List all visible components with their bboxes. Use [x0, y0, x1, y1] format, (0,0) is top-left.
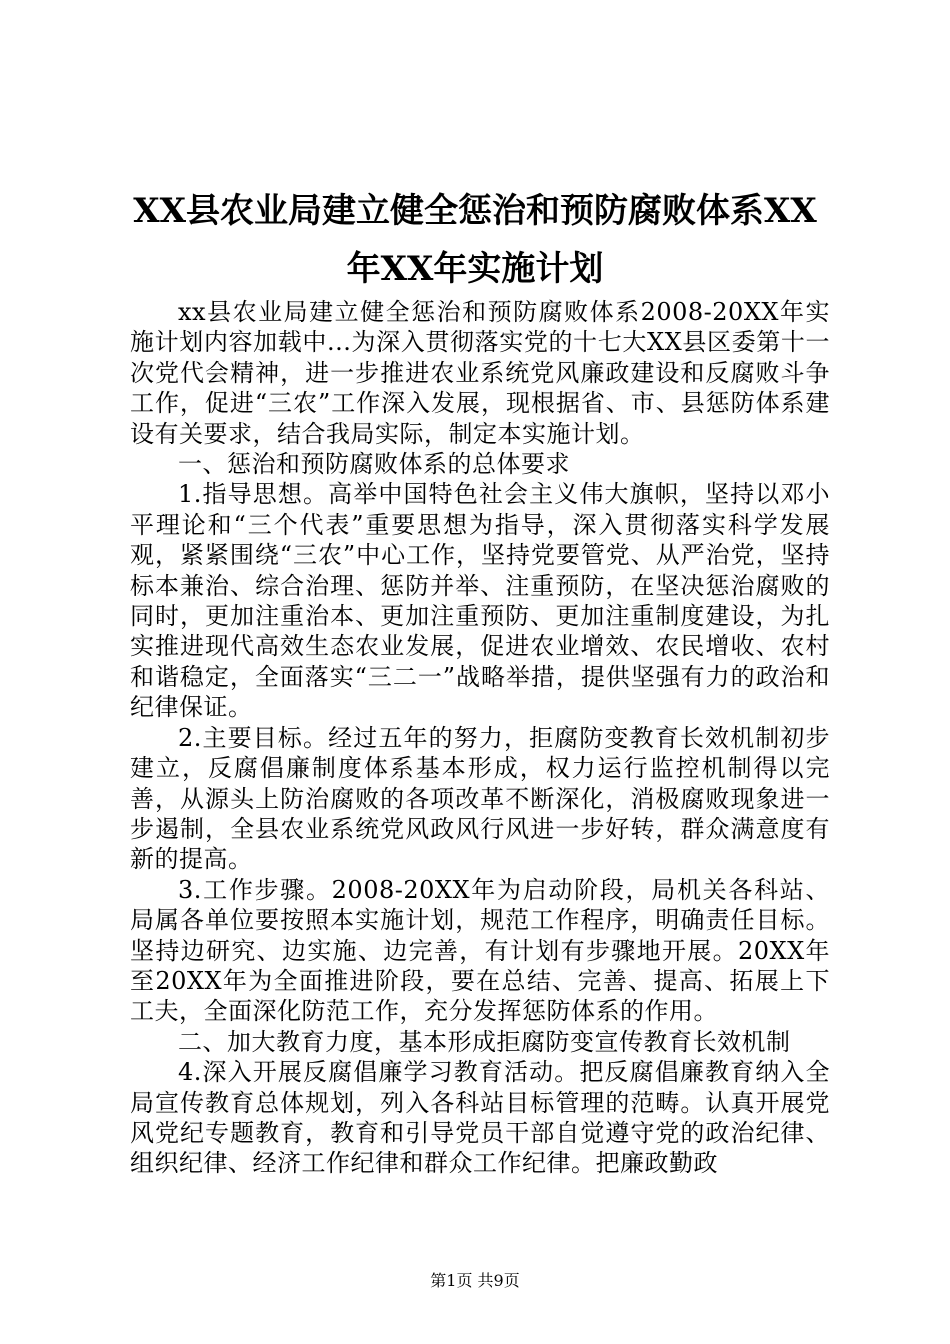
- paragraph-guiding-thought: 1.指导思想。高举中国特色社会主义伟大旗帜，坚持以邓小平理论和“三个代表”重要思想为指导，深入贯彻落实科学发展观，紧紧围绕“三农”中心工作，坚持党要管党、从严治党，坚持标本兼治、综合治理、惩防并举、注重预防，在坚决惩治腐败的同时，更加注重治本、更加注重预防、更加注重制度建设，为扎实推进现代高效生态农业发展，促进农业增效、农民增收、农村和谐稳定，全面落实“三二一”战略举措，提供坚强有力的政治和纪律保证。: [130, 480, 830, 722]
- document-body: [130, 297, 830, 1179]
- page-footer: 第1页 共9页: [430, 1271, 520, 1290]
- document-title: XX县农业局建立健全惩治和预防腐败体系XX年XX年实施计划: [133, 191, 817, 289]
- paragraph-main-goal: 2.主要目标。经过五年的努力，拒腐防变教育长效机制初步建立，反腐倡廉制度体系基本形成，权力运行监控机制得以完善，从源头上防治腐败的各项改革不断深化，消极腐败现象进一步遏制，全县农业系统党风政风行风进一步好转，群众满意度有新的提高。: [130, 723, 830, 874]
- heading-section-1: 一、惩治和预防腐败体系的总体要求: [178, 450, 570, 479]
- paragraph-work-steps: 3.工作步骤。2008-20XX年为启动阶段，局机关各科站、局属各单位要按照本实施计划，规范工作程序，明确责任目标。坚持边研究、边实施、边完善，有计划有步骤地开展。20XX年至20XX年为全面推进阶段，要在总结、完善、提高、拓展上下工夫，全面深化防范工作，充分发挥惩防体系的作用。: [130, 875, 830, 1026]
- heading-section-2: 二、加大教育力度，基本形成拒腐防变宣传教育长效机制: [178, 1027, 791, 1056]
- paragraph-intro: xx县农业局建立健全惩治和预防腐败体系2008-20XX年实施计划内容加载中...为深入贯彻落实党的十七大XX县区委第十一次党代会精神，进一步推进农业系统党风廉政建设和反腐败斗争工作，促进“三农”工作深入发展，现根据省、市、县惩防体系建设有关要求，结合我局实际，制定本实施计划。: [130, 298, 830, 448]
- paragraph-education: 4.深入开展反腐倡廉学习教育活动。把反腐倡廉教育纳入全局宣传教育总体规划，列入各科站目标管理的范畴。认真开展党风党纪专题教育，教育和引导党员干部自觉遵守党的政治纪律、组织纪律、经济工作纪律和群众工作纪律。把廉政勤政: [130, 1058, 830, 1178]
